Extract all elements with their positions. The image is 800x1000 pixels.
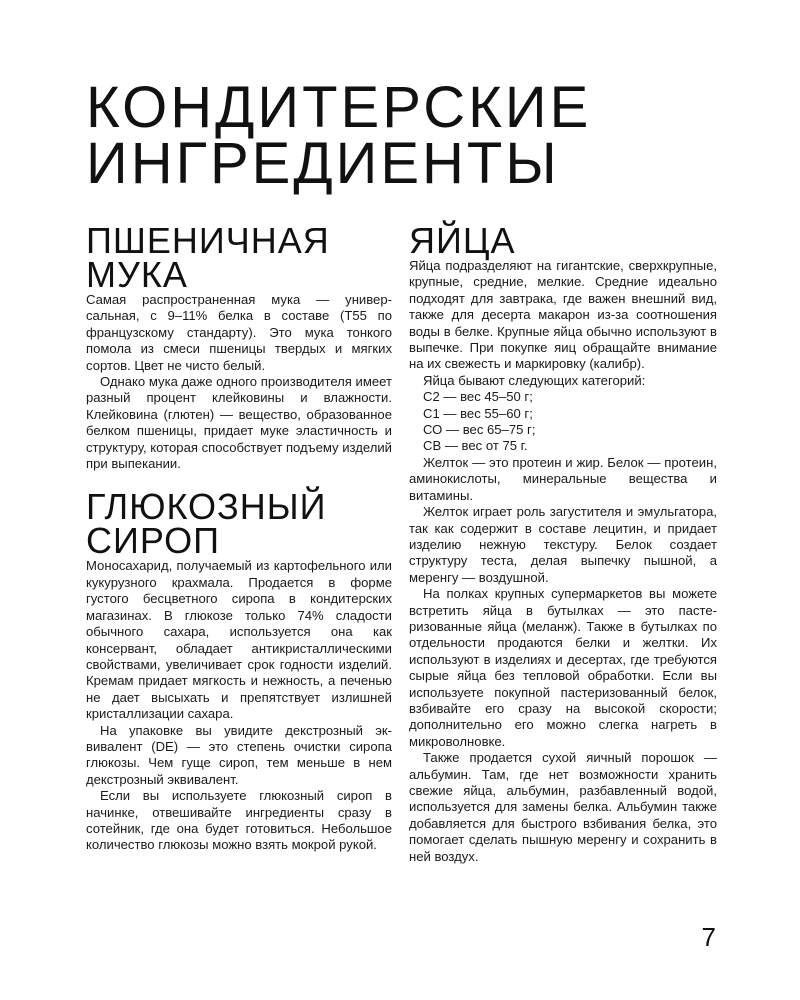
syrup-heading-line-1: ГЛЮКОЗНЫЙ: [86, 486, 327, 528]
flour-heading-line-2: МУКА: [86, 254, 188, 295]
flour-heading-line-1: ПШЕНИЧНАЯ: [86, 220, 330, 261]
page-title-line-1: КОНДИТЕРСКИЕ: [86, 75, 592, 140]
eggs-paragraph: Желток играет роль загустителя и эмульгатора, так как содержит в составе лецитин, и придает изделию нежную текстуру. Белок создает структуру теста, делая выпечку пышной, а меренгу — воздушной.: [409, 504, 717, 585]
egg-category-item: С1 — вес 55–60 г;: [423, 405, 533, 421]
eggs-paragraph: Также продается сухой яичный порошок — альбумин. Там, где нет возможности хранить свежие яйца, альбумин, разбавленный водой, используется для замены белка. Альбумин также добавляется для быстрого взбивания белка, это помогает сделать пышную меренгу и сохранить в ней воздух.: [409, 750, 717, 864]
flour-paragraph: Однако мука даже одного производителя имеет разный процент клейковины и влажности. Клейковина (глютен) — вещество, образованное белком пшеницы, придает муке эластичность и структуру, которая способствует подъему изделий при выпекании.: [86, 374, 392, 472]
page-title: [86, 75, 746, 196]
syrup-section-heading: [86, 486, 392, 562]
syrup-paragraph: На упаковке вы увидите декстрозный эквивалент (DE) — это степень очистки сиропа глюкозы. Чем гуще сироп, тем меньше в нем декстрозный эквивалент.: [86, 722, 392, 787]
syrup-paragraph: Моносахарид, получаемый из картофельного или кукурузного крахмала. Продается в форме густого бесцветного сиропа в кондитерских магазинах. В глюкозе только 74% сладости обычного сахара, используется она как консервант, обладает антикристаллическими свойствами, увеличивает срок годности изделий. Кремам придает мягкость и нежность, а печенью не дает высыхать и препятствует излишней кристаллизации сахара.: [86, 558, 392, 722]
flour-section-heading: [86, 220, 392, 295]
eggs-categories-intro: Яйца бывают следующих категорий:: [423, 372, 646, 388]
left-column: [86, 220, 392, 854]
egg-category-item: СВ — вес от 75 г.: [423, 438, 528, 454]
right-column: [409, 220, 717, 865]
flour-paragraph: Самая распространенная мука — универсальная, с 9–11% белка в составе (Т55 по французскому стандарту). Это мука тонкого помола из смеси пшеницы твердых и мягких сортов. Цвет не чисто белый.: [86, 292, 392, 373]
page-number: 7: [701, 922, 716, 952]
egg-category-item: С2 — вес 45–50 г;: [423, 389, 533, 405]
eggs-paragraph: Желток — это протеин и жир. Белок — протеин, аминокислоты, минеральные вещества и витамины.: [409, 454, 717, 503]
eggs-heading-text: ЯЙЦА: [409, 220, 516, 261]
page-title-line-2: ИНГРЕДИЕНТЫ: [86, 131, 560, 196]
eggs-section-heading: [409, 220, 717, 261]
eggs-intro-paragraph: Яйца подразделяют на гигантские, сверхкрупные, крупные, средние, мелкие. Средние идеально подходят для завтрака, где важен внешний вид, также для десерта макарон из-за соотношения воды в белке. Крупные яйца обычно используют в выпечке. При покупке яиц обращайте внимание на их свежесть и маркировку (калибр).: [409, 258, 717, 372]
syrup-heading-line-2: СИРОП: [86, 520, 220, 562]
eggs-paragraph: На полках крупных супермаркетов вы можете встретить яйца в бутылках — это пастеризованные яйца (меланж). Также в бутылках по отдельности продаются белки и желтки. Их используют в изделиях и десертах, где требуются сырые яйца без тепловой обработки. Если вы используете покупной пастеризованный белок, взбивайте его сразу на высокой скорости; дополнительно его можно слегка нагреть в микроволновке.: [409, 586, 717, 749]
egg-category-item: СО — вес 65–75 г;: [423, 422, 536, 438]
syrup-paragraph: Если вы используете глюкозный сироп в начинке, отвешивайте ингредиенты сразу в сотейник, где она будет готовиться. Небольшое количество глюкозы можно взять мокрой рукой.: [86, 788, 392, 853]
